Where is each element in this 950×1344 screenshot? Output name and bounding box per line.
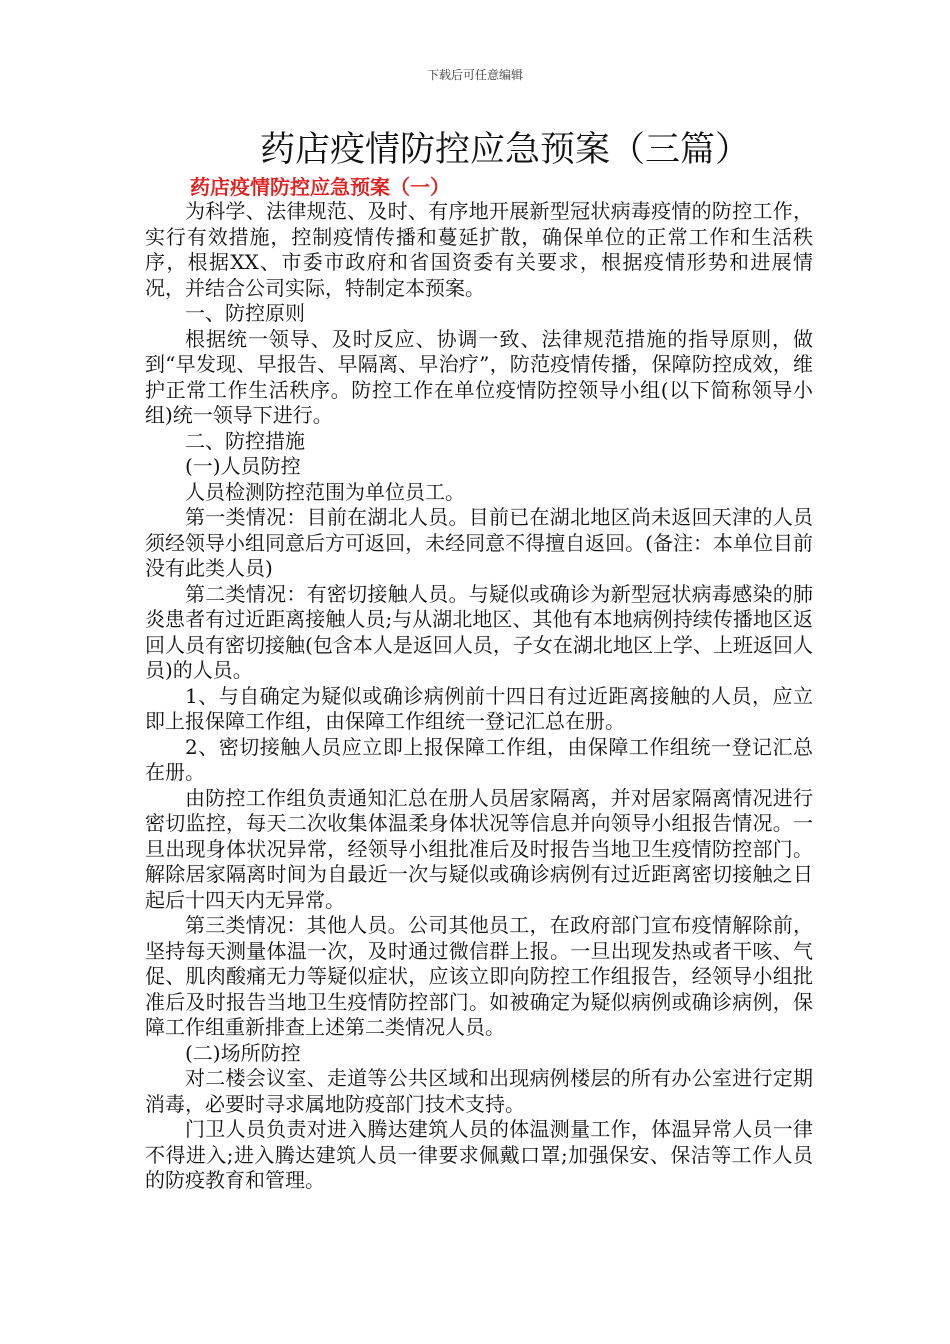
paragraph: 门卫人员负责对进入腾达建筑人员的体温测量工作，体温异常人员一律不得进入;进入腾达建筑人员一律要求佩戴口罩;加强保安、保洁等工作人员的防疫教育和管理。 (145, 1117, 813, 1192)
paragraph: 对二楼会议室、走道等公共区域和出现病例楼层的所有办公室进行定期消毒，必要时寻求属地防疫部门技术支持。 (145, 1066, 813, 1116)
heading-measures: 二、防控措施 (185, 428, 305, 453)
document-body (145, 199, 813, 1194)
paragraph: 第二类情况：有密切接触人员。与疑似或确诊为新型冠状病毒感染的肺炎患者有过近距离接触人员;与从湖北地区、其他有本地病例持续传播地区返回人员有密切接触(包含本人是返回人员，子女在湖北地区上学、上班返回人员)的人员。 (145, 581, 813, 682)
header-note: 下载后可任意编辑 (426, 68, 523, 82)
document-title: 药店疫情防控应急预案（三篇） (259, 130, 750, 170)
paragraph: 为科学、法律规范、及时、有序地开展新型冠状病毒疫情的防控工作，实行有效措施，控制疫情传播和蔓延扩散，确保单位的正常工作和生活秩序，根据XX、市委市政府和省国资委有关要求，根据疫情形势和进展情况，并结合公司实际，特制定本预案。 (145, 199, 813, 300)
subheading-personnel: (一)人员防控 (185, 454, 301, 478)
paragraph: 人员检测防控范围为单位员工。 (185, 479, 465, 504)
paragraph: 由防控工作组负责通知汇总在册人员居家隔离，并对居家隔离情况进行密切监控，每天二次收集体温柔身体状况等信息并向领导小组报告情况。一旦出现身体状况异常，经领导小组批准后及时报告当地卫生疫情防控部门。解除居家隔离时间为自最近一次与疑似或确诊病例有过近距离密切接触之日起后十四天内无异常。 (145, 785, 813, 912)
paragraph: 第三类情况：其他人员。公司其他员工，在政府部门宣布疫情解除前，坚持每天测量体温一次，及时通过微信群上报。一旦出现发热或者干咳、气促、肌肉酸痛无力等疑似症状，应该立即向防控工作组报告，经领导小组批准后及时报告当地卫生疫情防控部门。如被确定为疑似病例或确诊病例，保障工作组重新排查上述第二类情况人员。 (145, 913, 813, 1039)
section-title: 药店疫情防控应急预案（一） (190, 175, 450, 199)
paragraph: 2、密切接触人员应立即上报保障工作组，由保障工作组统一登记汇总在册。 (145, 734, 813, 784)
subheading-premises: (二)场所防控 (185, 1040, 301, 1065)
paragraph: 根据统一领导、及时反应、协调一致、法律规范措施的指导原则，做到“早发现、早报告、早隔离、早治疗”，防范疫情传播，保障防控成效，维护正常工作生活秩序。防控工作在单位疫情防控领导小组(以下简称领导小组)统一领导下进行。 (145, 326, 813, 427)
heading-principles: 一、防控原则 (185, 301, 305, 325)
paragraph: 1、与自确定为疑似或确诊病例前十四日有过近距离接触的人员，应立即上报保障工作组，由保障工作组统一登记汇总在册。 (145, 683, 813, 733)
paragraph: 第一类情况：目前在湖北人员。目前已在湖北地区尚未返回天津的人员须经领导小组同意后方可返回，未经同意不得擅自返回。(备注：本单位目前没有此类人员) (145, 505, 813, 580)
